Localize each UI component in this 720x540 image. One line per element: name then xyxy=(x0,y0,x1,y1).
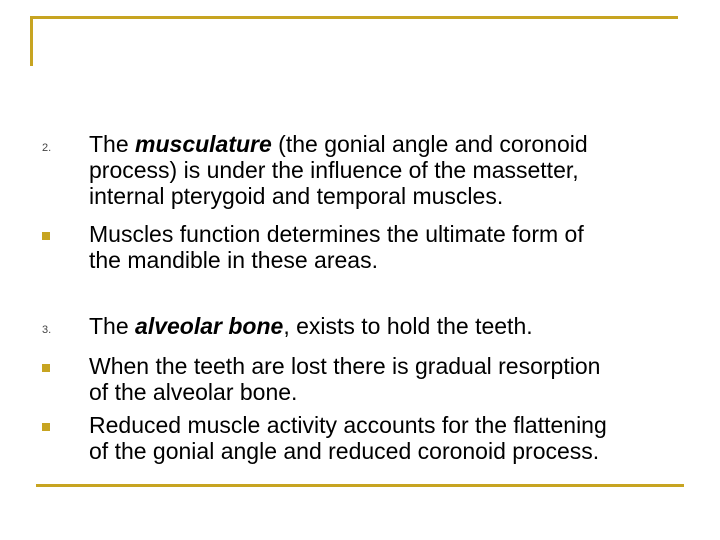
square-bullet-icon xyxy=(42,423,50,431)
square-bullet-icon xyxy=(42,364,50,372)
list-item-line: the mandible in these areas. xyxy=(89,247,378,273)
emphasis-term: alveolar bone xyxy=(135,313,284,339)
list-item-line: process) is under the influence of the massetter, xyxy=(89,157,579,183)
list-number: 2. xyxy=(42,142,52,154)
list-item-line: When the teeth are lost there is gradual resorption xyxy=(89,353,601,379)
list-item-line: Reduced muscle activity accounts for the flattening xyxy=(89,412,607,438)
list-item-line: internal pterygoid and temporal muscles. xyxy=(89,183,504,209)
list-item-line: The musculature (the gonial angle and coronoid xyxy=(89,131,588,157)
list-item-line: Muscles function determines the ultimate form of xyxy=(89,221,584,247)
list-number: 3. xyxy=(42,324,52,336)
list-item-line: of the alveolar bone. xyxy=(89,379,298,405)
frame-top-border xyxy=(30,16,678,19)
list-item-line: The alveolar bone, exists to hold the teeth. xyxy=(89,313,533,339)
frame-bottom-border xyxy=(36,484,684,487)
list-item-line: of the gonial angle and reduced coronoid process. xyxy=(89,438,600,464)
square-bullet-icon xyxy=(42,232,50,240)
frame-left-border xyxy=(30,16,33,66)
emphasis-term: musculature xyxy=(135,131,272,157)
